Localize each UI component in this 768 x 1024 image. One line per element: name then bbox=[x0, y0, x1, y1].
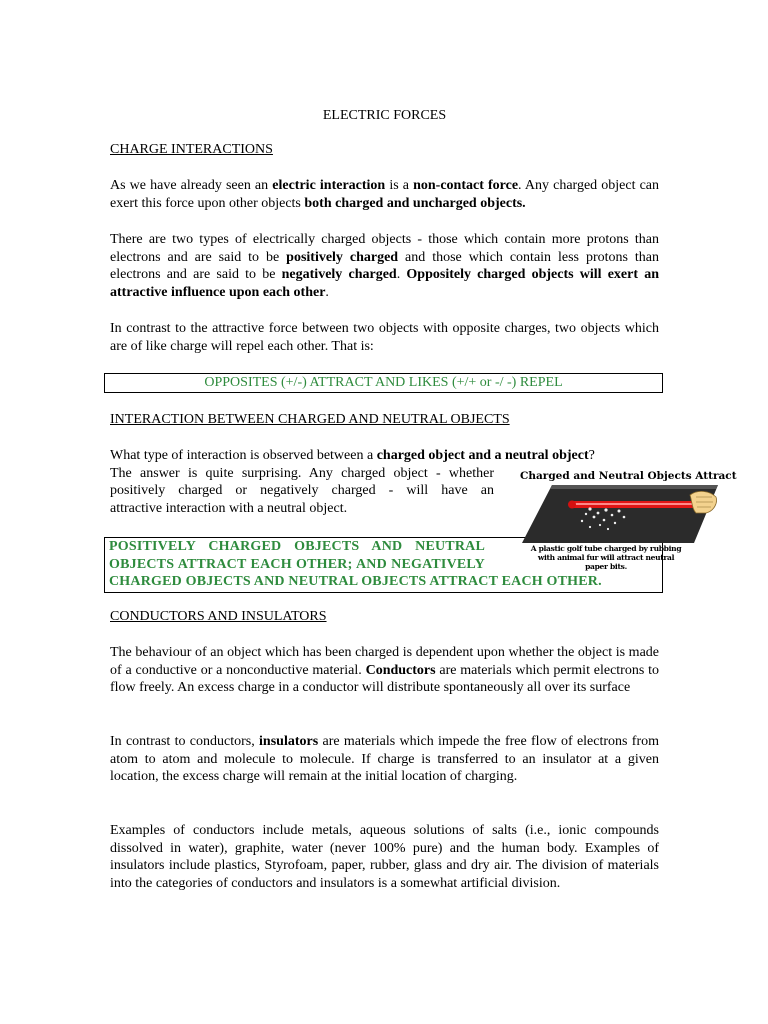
box-line: POSITIVELY CHARGED OBJECTS AND NEUTRAL bbox=[109, 539, 485, 554]
tube-highlight bbox=[570, 503, 700, 505]
bold-text: Conductors bbox=[365, 662, 436, 678]
box-line: OBJECTS ATTRACT EACH OTHER; AND NEGATIVELY bbox=[109, 556, 485, 572]
text-run: The behaviour of an object which has been charged is dependent upon whether the object is made of a conductive or a nonconductive material. bbox=[110, 645, 659, 678]
bold-text: both charged and uncharged objects. bbox=[304, 195, 526, 211]
heading-conductors-insulators: CONDUCTORS AND INSULATORS bbox=[110, 609, 327, 624]
text-line: The answer is quite surprising. Any charged object - whether bbox=[110, 465, 494, 481]
table-edge bbox=[550, 485, 718, 489]
tube-end bbox=[568, 501, 576, 509]
bold-text: negatively charged bbox=[281, 267, 397, 283]
text-run: . bbox=[396, 267, 407, 283]
text-run: In contrast to conductors, bbox=[110, 734, 260, 749]
paragraph-insulators bbox=[110, 733, 659, 786]
heading-charge-interactions: CHARGE INTERACTIONS bbox=[110, 142, 273, 157]
text-run: is a bbox=[385, 178, 414, 193]
text-line: positively charged or negatively charged - will have an bbox=[110, 483, 494, 499]
heading-charged-neutral: INTERACTION BETWEEN CHARGED AND NEUTRAL OBJECTS bbox=[110, 412, 510, 427]
bold-text: insulators bbox=[259, 734, 319, 749]
text-run: . Any charged object can exert this force upon other objects bbox=[110, 178, 660, 211]
paragraph-conductors bbox=[110, 644, 659, 697]
paragraph-electric-interaction bbox=[110, 177, 659, 212]
text-run: . bbox=[325, 284, 329, 300]
bold-text: electric interaction bbox=[272, 178, 386, 193]
bold-text: Oppositely charged objects will exert an attractive influence upon each other bbox=[110, 267, 659, 300]
box-line: CHARGED OBJECTS AND NEUTRAL OBJECTS ATTRACT EACH OTHER. bbox=[109, 574, 602, 590]
figure-title: Charged and Neutral Objects Attract bbox=[520, 470, 737, 482]
figure-caption: A plastic golf tube charged by rubbing with animal fur will attract neutral paper bits. bbox=[530, 544, 682, 571]
text-run: are materials which impede the free flow of electrons from atom to atom and molecule to molecule. If charge is transferred to an insulator at a given location, the excess charge will remain at the initial location of charging. bbox=[110, 734, 660, 785]
bold-text: non-contact force bbox=[413, 178, 519, 193]
bold-text: charged object and a neutral object bbox=[376, 448, 589, 463]
text-run: are materials which permit electrons to flow freely. An excess charge in a conductor will distribute spontaneously all over its surface bbox=[110, 662, 659, 696]
charged-tube-illustration bbox=[520, 483, 720, 545]
paragraph-charge-types bbox=[110, 231, 659, 301]
rule-box-opposites-attract: OPPOSITES (+/-) ATTRACT AND LIKES (+/+ or -/ -) REPEL bbox=[104, 373, 663, 393]
text-run: As we have already seen an bbox=[110, 178, 273, 193]
text-line bbox=[110, 447, 659, 465]
text-run: What type of interaction is observed between a bbox=[110, 448, 377, 463]
bold-text: positively charged bbox=[286, 249, 399, 265]
paragraph-examples: Examples of conductors include metals, aqueous solutions of salts (i.e., ionic compounds dissolved in water), graphite, water (never 100% pure) and the human body. Examples of insulators include plastics, Styrofoam, paper, rubber, glass and dry air. The division of materials into the categories of conductors and insulators is a somewhat artificial division. bbox=[110, 823, 659, 891]
text-run: ? bbox=[588, 448, 595, 463]
text-run: and those which contain less protons than electrons and are said to be bbox=[110, 249, 659, 283]
page-title: ELECTRIC FORCES bbox=[322, 108, 447, 123]
paragraph-like-charges: In contrast to the attractive force between two objects with opposite charges, two objects which are of like charge will repel each other. That is: bbox=[110, 321, 659, 354]
text-run: There are two types of electrically charged objects - those which contain more protons than electrons and are said to be bbox=[110, 232, 659, 265]
charged-neutral-figure bbox=[520, 463, 737, 573]
table-surface bbox=[522, 485, 718, 543]
text-line: attractive interaction with a neutral object. bbox=[110, 500, 348, 516]
